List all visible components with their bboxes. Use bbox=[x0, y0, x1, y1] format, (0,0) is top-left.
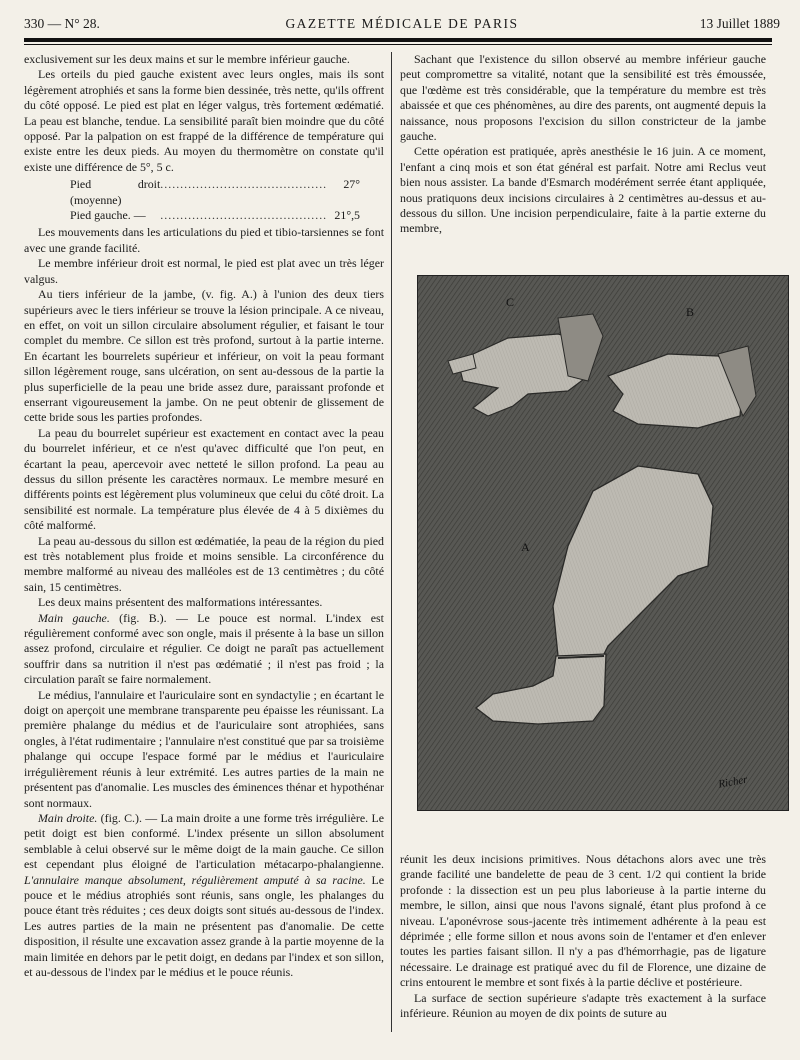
paragraph: La surface de section supérieure s'adapte très exactement à la surface inférieure. Réunion au moyen de dix points de suture au bbox=[400, 990, 766, 1021]
temperature-table bbox=[70, 177, 360, 223]
issue-date: 13 Juillet 1889 bbox=[699, 16, 780, 31]
right-column-bottom bbox=[400, 852, 766, 1021]
paragraph: Sachant que l'existence du sillon observé au membre inférieur gauche peut compromettre sa vitalité, notant que la sensibilité est très émoussée, que l'œdème est très considérable, que la température du membre est très abaissée et que ces phénomènes, au dire des parents, ont augmenté depuis la naissance, nous proposons l'excision du sillon constricteur de la jambe gauche. bbox=[400, 52, 766, 144]
temperature-value: 21°,5 bbox=[334, 208, 360, 223]
temperature-label: Pied droit (moyenne) bbox=[70, 177, 161, 207]
figure-label-c: C bbox=[506, 295, 515, 309]
page-header bbox=[24, 12, 780, 34]
left-column bbox=[24, 52, 384, 980]
limb-drawing bbox=[418, 276, 788, 810]
paragraph: Les orteils du pied gauche existent avec leurs ongles, mais ils sont légèrement atrophiés et sans la forme bien dessinée, très nette, qu'ils offrent du côté opposé. Le pied est plat en léger valgus, très fortement œdématié. La peau est blanche, tendue. La sensibilité paraît bien moindre que du côté opposé. Par la palpation on est frappé de la différence de température qui existe entre les deux pieds. Au moyen du thermomètre on constate qu'il existe une différence de 5°, 5 c. bbox=[24, 67, 384, 174]
paragraph: Les deux mains présentent des malformations intéressantes. bbox=[38, 595, 323, 610]
paragraph: Au tiers inférieur de la jambe, (v. fig. A.) à l'union des deux tiers supérieurs avec le tiers inférieur se trouve la lésion principale. A ce niveau, en effet, on voit un sillon circulaire absolument régulier, et faisant le tour complet du membre. Ce sillon est très profond, surtout à la partie interne. En écartant les bourrelets supérieur et inférieur, on voit la peau formant sillon légèrement rouge, sans ulcération, on sent au-dessous de la partie la plus superficielle de la peau une bride assez dure, paraissant profonde et enserrant vigoureusement la jambe. On ne peut obtenir de glissement de cette bride sous les parties profondes. bbox=[24, 287, 384, 425]
artist-signature: Richer bbox=[717, 773, 749, 791]
section-lead: Main gauche. bbox=[38, 610, 110, 625]
leader-dots: .......................................... bbox=[160, 208, 328, 223]
temperature-label: Pied gauche. — bbox=[70, 208, 146, 223]
paragraph: Le membre inférieur droit est normal, le pied est plat avec un très léger valgus. bbox=[24, 256, 384, 286]
paragraph-text: (fig. B.). — Le pouce est normal. L'index est régulièrement conformé avec son ongle, mais il présente à la base un sillon assez profond, circulaire et régulier. Ce doigt ne paraît pas actuellement souffrir dans sa nutrition il n'est pas œdématié ; il n'est pas froid ; la circulation paraît se faire normalement. bbox=[24, 610, 384, 687]
paragraph: réunit les deux incisions primitives. Nous détachons alors avec une très grande facilité une bandelette de peau de 3 cent. 1/2 qui contient la bride profonde : la dissection est un peu plus laborieuse à la partie interne du membre, le sillon, ainsi que nous l'avons signalé, étant plus profond à ce niveau. L'aponévrose sous-jacente très intimement adhérente à la peau est déprimée ; elle forme sillon et nous avons soin de l'entamer et d'en enlever toutes les parties faisant sillon. Il n'y a pas d'hémorrhagie, pas de ligature nécessaire. Le drainage est pratiqué avec du fil de Florence, une dizaine de crins entourent le membre et sont fixés à la partie déclive et postérieure. bbox=[400, 852, 766, 990]
paragraph-text: (fig. C.). — La main droite a une forme très irrégulière. Le petit doigt est bien conformé. L'index présente un sillon absolument semblable à celui observé sur le même doigt de la main gauche. Ce sillon est cependant plus éloigné de l'articulation métacarpo-phalangienne. bbox=[24, 810, 384, 872]
header-rule bbox=[24, 38, 772, 42]
page-number: 330 — N° 28. bbox=[24, 16, 100, 31]
leader-dots: .......................................... bbox=[160, 177, 328, 192]
paragraph: La peau du bourrelet supérieur est exactement en contact avec la peau du bourrelet inférieur, et ce n'est qu'avec difficulté que l'on peut, en écartant la peau, apercevoir avec netteté le sillon profond. La peau au dessus du sillon présente les caractères normaux. Le membre mesuré en différents points est légèrement plus volumineux que celui du côté droit. La sensibilité est normale. La température plus élevée de 4 à 5 dixièmes du côté malformé. bbox=[24, 425, 384, 533]
paragraph-text: Le pouce et le médius atrophiés sont réunis, sans ongle, les phalanges du pouce étant très réduites ; ces deux doigts sont situés au-dessous de l'index. Les autres parties de la main ne présentent pas d'anomalie. De cette disposition, il résulte une excavation assez grande à la partie moyenne de la main limitée en dehors par le petit doigt, en dedans par l'index et son sillon, et au-dessous de l'index par le médius et le pouce réunis. bbox=[24, 872, 384, 979]
paragraph bbox=[24, 811, 384, 980]
section-lead: Main droite. bbox=[38, 810, 98, 825]
emphasis-text: L'annulaire manque absolument, régulièrement amputé à sa racine. bbox=[24, 872, 366, 887]
paragraph: La peau au-dessous du sillon est œdématiée, la peau de la région du pied est très notablement plus froide et moins sensible. La circonférence du membre malformé au niveau des malléoles est de 13 centimètres ; du côté sain, 15 centimètres. bbox=[24, 533, 384, 594]
figure-label-b: B bbox=[686, 305, 695, 319]
paragraph: Cette opération est pratiquée, après anesthésie le 16 juin. A ce moment, l'enfant a cinq mois et son état général est parfait. Notre ami Reclus veut bien nous assister. La bande d'Esmarch modérément serrée étant appliquée, nous pratiquons deux incisions circulaires à 2 centimètres au-dessus et au-dessous du sillon. Une incision perpendiculaire, faite à la partie externe du membre, bbox=[400, 144, 766, 236]
temperature-row bbox=[70, 177, 360, 208]
paragraph bbox=[24, 611, 384, 688]
right-column-top bbox=[400, 52, 766, 237]
column-divider bbox=[391, 52, 392, 1032]
header-rule-thin bbox=[24, 44, 772, 45]
temperature-row bbox=[70, 208, 360, 223]
paragraph: Le médius, l'annulaire et l'auriculaire sont en syndactylie ; en écartant le doigt on aperçoit une membrane transparente peu épaisse les réunissant. La première phalange du médius et de l'auriculaire sont atrophiées, sans ongles, à l'état rudimentaire ; l'annulaire n'est constitué que par sa troisième phalange qui occupe l'espace formé par le médius et l'auriculaire irrégulièrement réunis à leur extrémité. Les autres parties de la main ne présentent pas d'anomalie. Les muscles des éminences thénar et hypothénar sont normaux. bbox=[24, 687, 384, 810]
paragraph: exclusivement sur les deux mains et sur le membre inférieur gauche. bbox=[24, 52, 350, 66]
temperature-value: 27° bbox=[343, 177, 360, 192]
paragraph: Les mouvements dans les articulations du pied et tibio-tarsiennes se font avec une grande facilité. bbox=[24, 225, 384, 255]
illustration-figure bbox=[417, 275, 789, 811]
journal-title: GAZETTE MÉDICALE DE PARIS bbox=[285, 16, 519, 31]
figure-label-a: A bbox=[521, 540, 530, 554]
